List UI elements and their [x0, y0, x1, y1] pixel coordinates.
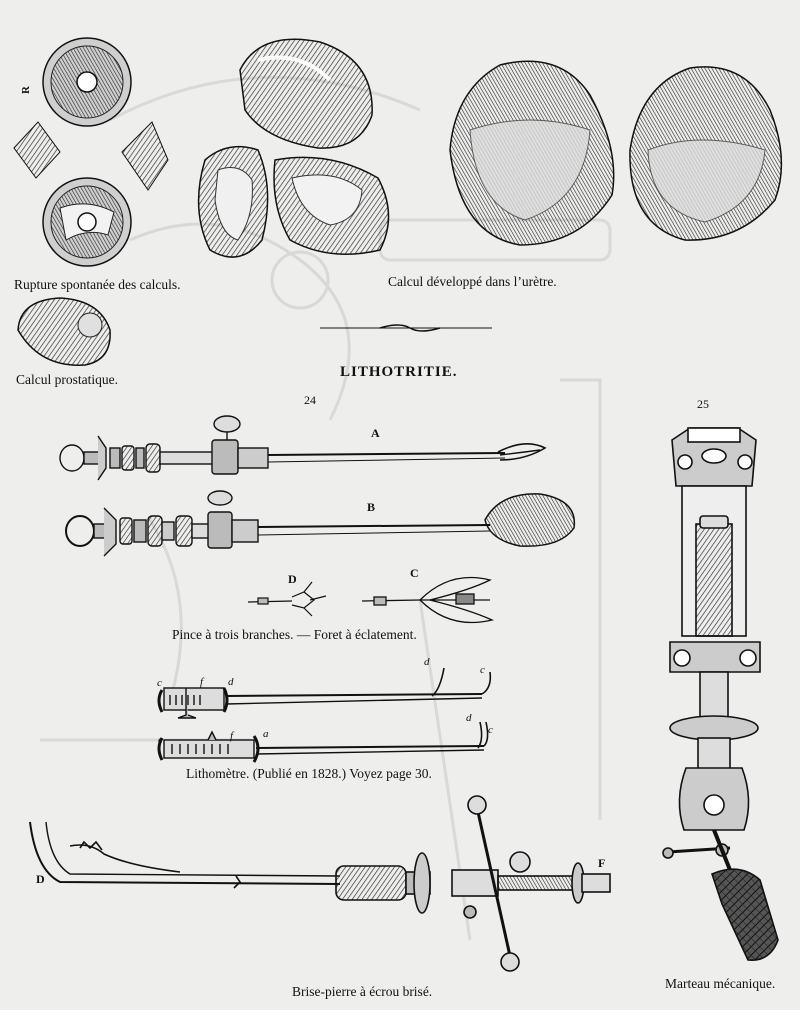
figure-number-24: 24: [304, 393, 316, 407]
letter-a2: a: [263, 728, 269, 740]
letter-d1b: d: [424, 656, 430, 668]
letter-f1: f: [200, 676, 204, 688]
plate-title: LITHOTRITIE.: [340, 364, 458, 380]
letter-f2: f: [230, 730, 234, 742]
letter-c: C: [410, 566, 419, 580]
letter-c2b: c: [488, 724, 493, 736]
figure-number-25: 25: [697, 397, 709, 411]
letter-d1: d: [228, 676, 234, 688]
letter-c1b: c: [480, 664, 485, 676]
letter-c2: c: [158, 734, 163, 746]
caption-pince-foret: Pince à trois branches. — Foret à éclatement.: [172, 627, 417, 642]
caption-brise-pierre: Brise-pierre à écrou brisé.: [292, 984, 433, 999]
letter-a: A: [371, 426, 380, 440]
letter-b: B: [367, 500, 376, 514]
marteau-mecanique: [663, 428, 760, 870]
lithotrite-a: [60, 416, 545, 480]
split-stone-upper: [240, 39, 372, 148]
calculus-fragment-right: [122, 122, 168, 190]
caption-prostatic: Calcul prostatique.: [16, 372, 118, 387]
lithometer-upper: [159, 668, 490, 718]
forceps-c: [362, 578, 492, 623]
split-calculus-disc-bottom: [43, 178, 131, 266]
marteau-handle: [712, 869, 778, 960]
letter-c1: c: [157, 677, 162, 689]
letter-d-brise: D: [36, 872, 45, 886]
caption-lithometre: Lithomètre. (Publié en 1828.) Voyez page 30.: [186, 766, 432, 781]
letter-f-brise: F: [598, 856, 606, 870]
brise-pierre-instrument: [30, 796, 610, 971]
drill-d: [248, 582, 326, 616]
caption-urethra: Calcul développé dans l’urètre.: [388, 274, 557, 289]
lithotrite-b: [66, 491, 490, 556]
letter-r: R: [19, 86, 32, 94]
letter-d2: d: [466, 712, 472, 724]
caption-marteau: Marteau mécanique.: [665, 976, 776, 991]
lithotrite-b-stone: [485, 494, 574, 546]
calculus-fragment-left: [14, 122, 60, 178]
split-calculus-disc-top: [43, 38, 131, 126]
caption-rupture: Rupture spontanée des calculs.: [14, 277, 181, 292]
letter-d: D: [288, 572, 297, 586]
